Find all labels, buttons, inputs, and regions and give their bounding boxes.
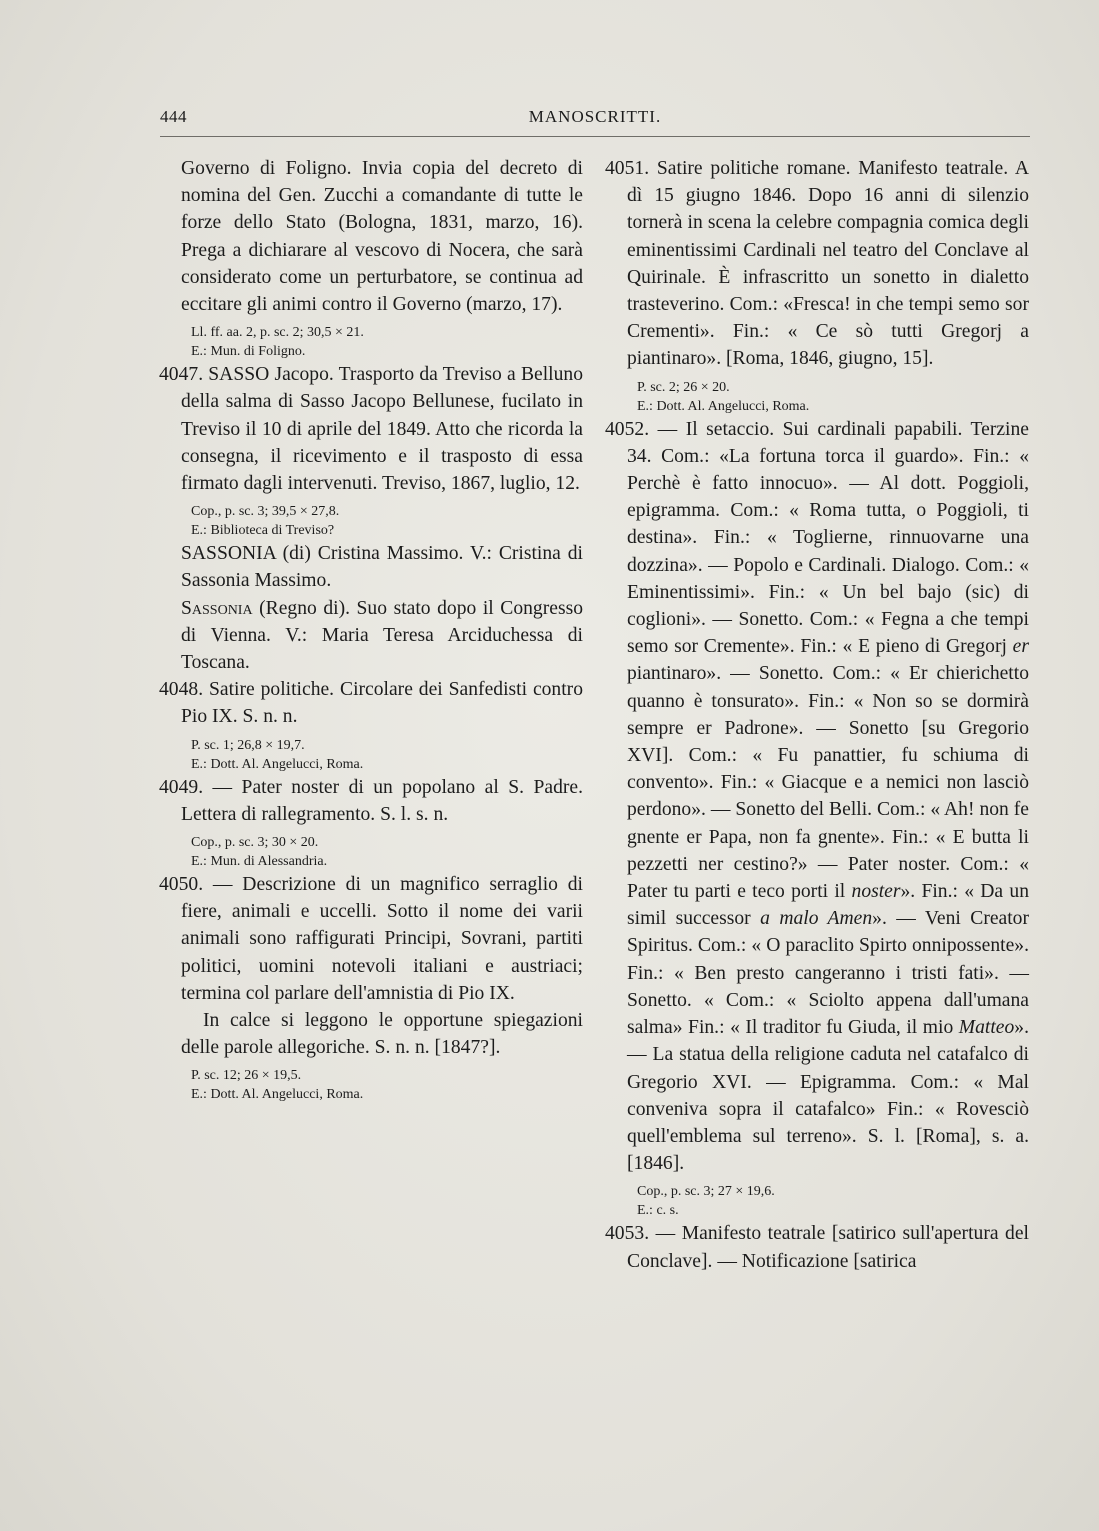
entry-4053: 4053. — Manifesto teatrale [satirico sull'apertura del Conclave]. — Notificazione [satirica [605, 1223, 1029, 1272]
meta-line: E.: Biblioteca di Treviso? [191, 523, 335, 539]
entry-4052-part: ». — Veni Creator Spiritus. Com.: « O paraclito Spirto onnipossente». Fin.: « Ben presto cangeranno i tristi fati». — Sonetto. « Com.: « Sciolto appena dall'umana salma» Fin.: « Il traditor fu Giuda, il mio [627, 908, 1029, 1039]
entry-continuation-text: Governo di Foligno. Invia copia del decreto di nomina del Gen. Zucchi a comandante di tutte le forze dello Stato (Bologna, 1831, marzo, 16). Prega a dichiarare al vescovo di Nocera, che sarà considerato come un perturbatore, se continua ad eccitare gli animi contro il Governo (marzo, 17). [181, 158, 583, 316]
entry-4051: 4051. Satire politiche romane. Manifesto teatrale. A dì 15 giugno 1846. Dopo 16 anni di silenzio tornerà in scena la celebre compagnia comica degli eminentissimi Cardinali nel teatro del Conclave al Quirinale. È infrascritto un sonetto in dialetto trasteverino. Com.: «Fresca! in che tempi semo sor Crementi». Fin.: « Ce sò tutti Gregorj a piantinaro». [Roma, 1846, giugno, 15]. [605, 158, 1029, 370]
entry-4052-part: ». Fin.: « Da un simil successor [627, 881, 1029, 930]
page-header [160, 107, 1030, 133]
entry-4052-meta [637, 1182, 1029, 1220]
entry-4051-meta [637, 378, 1029, 416]
meta-line: Cop., p. sc. 3; 27 × 19,6. [637, 1184, 775, 1200]
entry-4052-italic: er [1012, 636, 1029, 658]
entry-4050-meta [191, 1066, 583, 1104]
entry-4049-meta [191, 833, 583, 871]
meta-line: E.: Dott. Al. Angelucci, Roma. [191, 756, 364, 772]
header-rule [160, 136, 1030, 137]
entry-4048-meta [191, 736, 583, 774]
entry-continuation-meta [191, 323, 583, 361]
entry-4052 [605, 416, 1029, 1178]
entry-4049: 4049. — Pater noster di un popolano al S. Padre. Lettera di rallegramento. S. l. s. n. [159, 776, 583, 825]
entry-4047: 4047. SASSO Jacopo. Trasporto da Treviso a Belluno della salma di Sasso Jacopo Bellunese, fucilato in Treviso il 10 di aprile del 1849. Atto che ricorda la consegna, il ricevimento e il trasposto di essa firmato dagli intervenuti. Treviso, 1867, luglio, 12. [159, 364, 583, 495]
meta-line: P. sc. 12; 26 × 19,5. [191, 1068, 302, 1084]
meta-line: E.: c. s. [637, 1203, 679, 1219]
meta-line: Cop., p. sc. 3; 39,5 × 27,8. [191, 504, 340, 520]
entry-4052-italic: a malo Amen [760, 908, 873, 930]
meta-line: Cop., p. sc. 3; 30 × 20. [191, 835, 319, 851]
sassonia-heading: Sassonia [181, 597, 253, 619]
right-column [605, 155, 1029, 1275]
entry-4052-italic: Matteo [958, 1017, 1015, 1039]
meta-line: E.: Dott. Al. Angelucci, Roma. [637, 398, 810, 414]
entry-4048: 4048. Satire politiche. Circolare dei Sanfedisti contro Pio IX. S. n. n. [159, 679, 583, 728]
cross-reference-sassonia-cristina: SASSONIA (di) Cristina Massimo. V.: Cristina di Sassonia Massimo. [181, 543, 583, 592]
meta-line: P. sc. 1; 26,8 × 19,7. [191, 737, 305, 753]
left-column [159, 155, 583, 1104]
entry-4052-part: piantinaro». — Sonetto. Com.: « Er chierichetto quanno è tonsurato». Fin.: « Non so se dormirà sempre er Padrone». — Sonetto [su Gregorio XVI]. Com.: « Fu panattier, fu schiuma di convento». Fin.: « Giacque e a nemici non lasciò perdono». — Sonetto del Belli. Com.: « Ah! non fe gnente er Papa, non fa gnente». Fin.: « E butta li pezzetti ner cestino?» — Pater noster. Com.: « Pater tu parti e teco porti il [627, 663, 1029, 903]
running-title: MANOSCRITTI. [528, 107, 662, 126]
entry-4052-part: 4052. — Il setaccio. Sui cardinali papabili. Terzine 34. Com.: «La fortuna torca il guardo». Fin.: « Perchè è fatto innocuo». — Al dott. Poggioli, epigramma. Com.: « Roma tutta, o Poggioli, ti destina». Fin.: « Toglierne, rinnuovarne una dozzina». — Popolo e Cardinali. Dialogo. Com.: « Eminentissimi». Fin.: « Un bel bajo (sic) di coglioni». — Sonetto. Com.: « Fegna a che tempi semo sor Cremente». Fin.: « E pieno di Gregorj [605, 418, 1029, 658]
sassonia-regno-text: (Regno di). Suo stato dopo il Congresso di Vienna. V.: Maria Teresa Arciduchessa di Toscana. [181, 597, 583, 674]
entry-4050: 4050. — Descrizione di un magnifico serraglio di fiere, animali e uccelli. Sotto il nome dei varii animali sono raffigurati Principi, Sovrani, partiti politici, uomini notevoli italiani e austriaci; termina col parlare dell'amnistia di Pio IX. [159, 874, 583, 1004]
entry-4052-part: ». — La statua della religione caduta nel catafalco di Gregorio XVI. — Epigramma. Com.: « Mal conveniva sopra il catafalco» Fin.: « Rovesciò quell'emblema sul terreno». S. l. [Roma], s. a. [1846]. [627, 1017, 1029, 1175]
meta-line: E.: Mun. di Alessandria. [191, 854, 328, 870]
meta-line: E.: Mun. di Foligno. [191, 344, 306, 360]
cross-reference-sassonia-regno [181, 595, 583, 677]
meta-line: Ll. ff. aa. 2, p. sc. 2; 30,5 × 21. [191, 325, 364, 341]
meta-line: E.: Dott. Al. Angelucci, Roma. [191, 1087, 364, 1103]
entry-4047-meta [191, 502, 583, 540]
entry-4052-italic: noster [851, 881, 901, 903]
page-number: 444 [160, 107, 187, 126]
meta-line: P. sc. 2; 26 × 20. [637, 379, 730, 395]
entry-4050-note: In calce si leggono le opportune spiegazioni delle parole allegoriche. S. n. n. [1847?]. [181, 1010, 583, 1059]
